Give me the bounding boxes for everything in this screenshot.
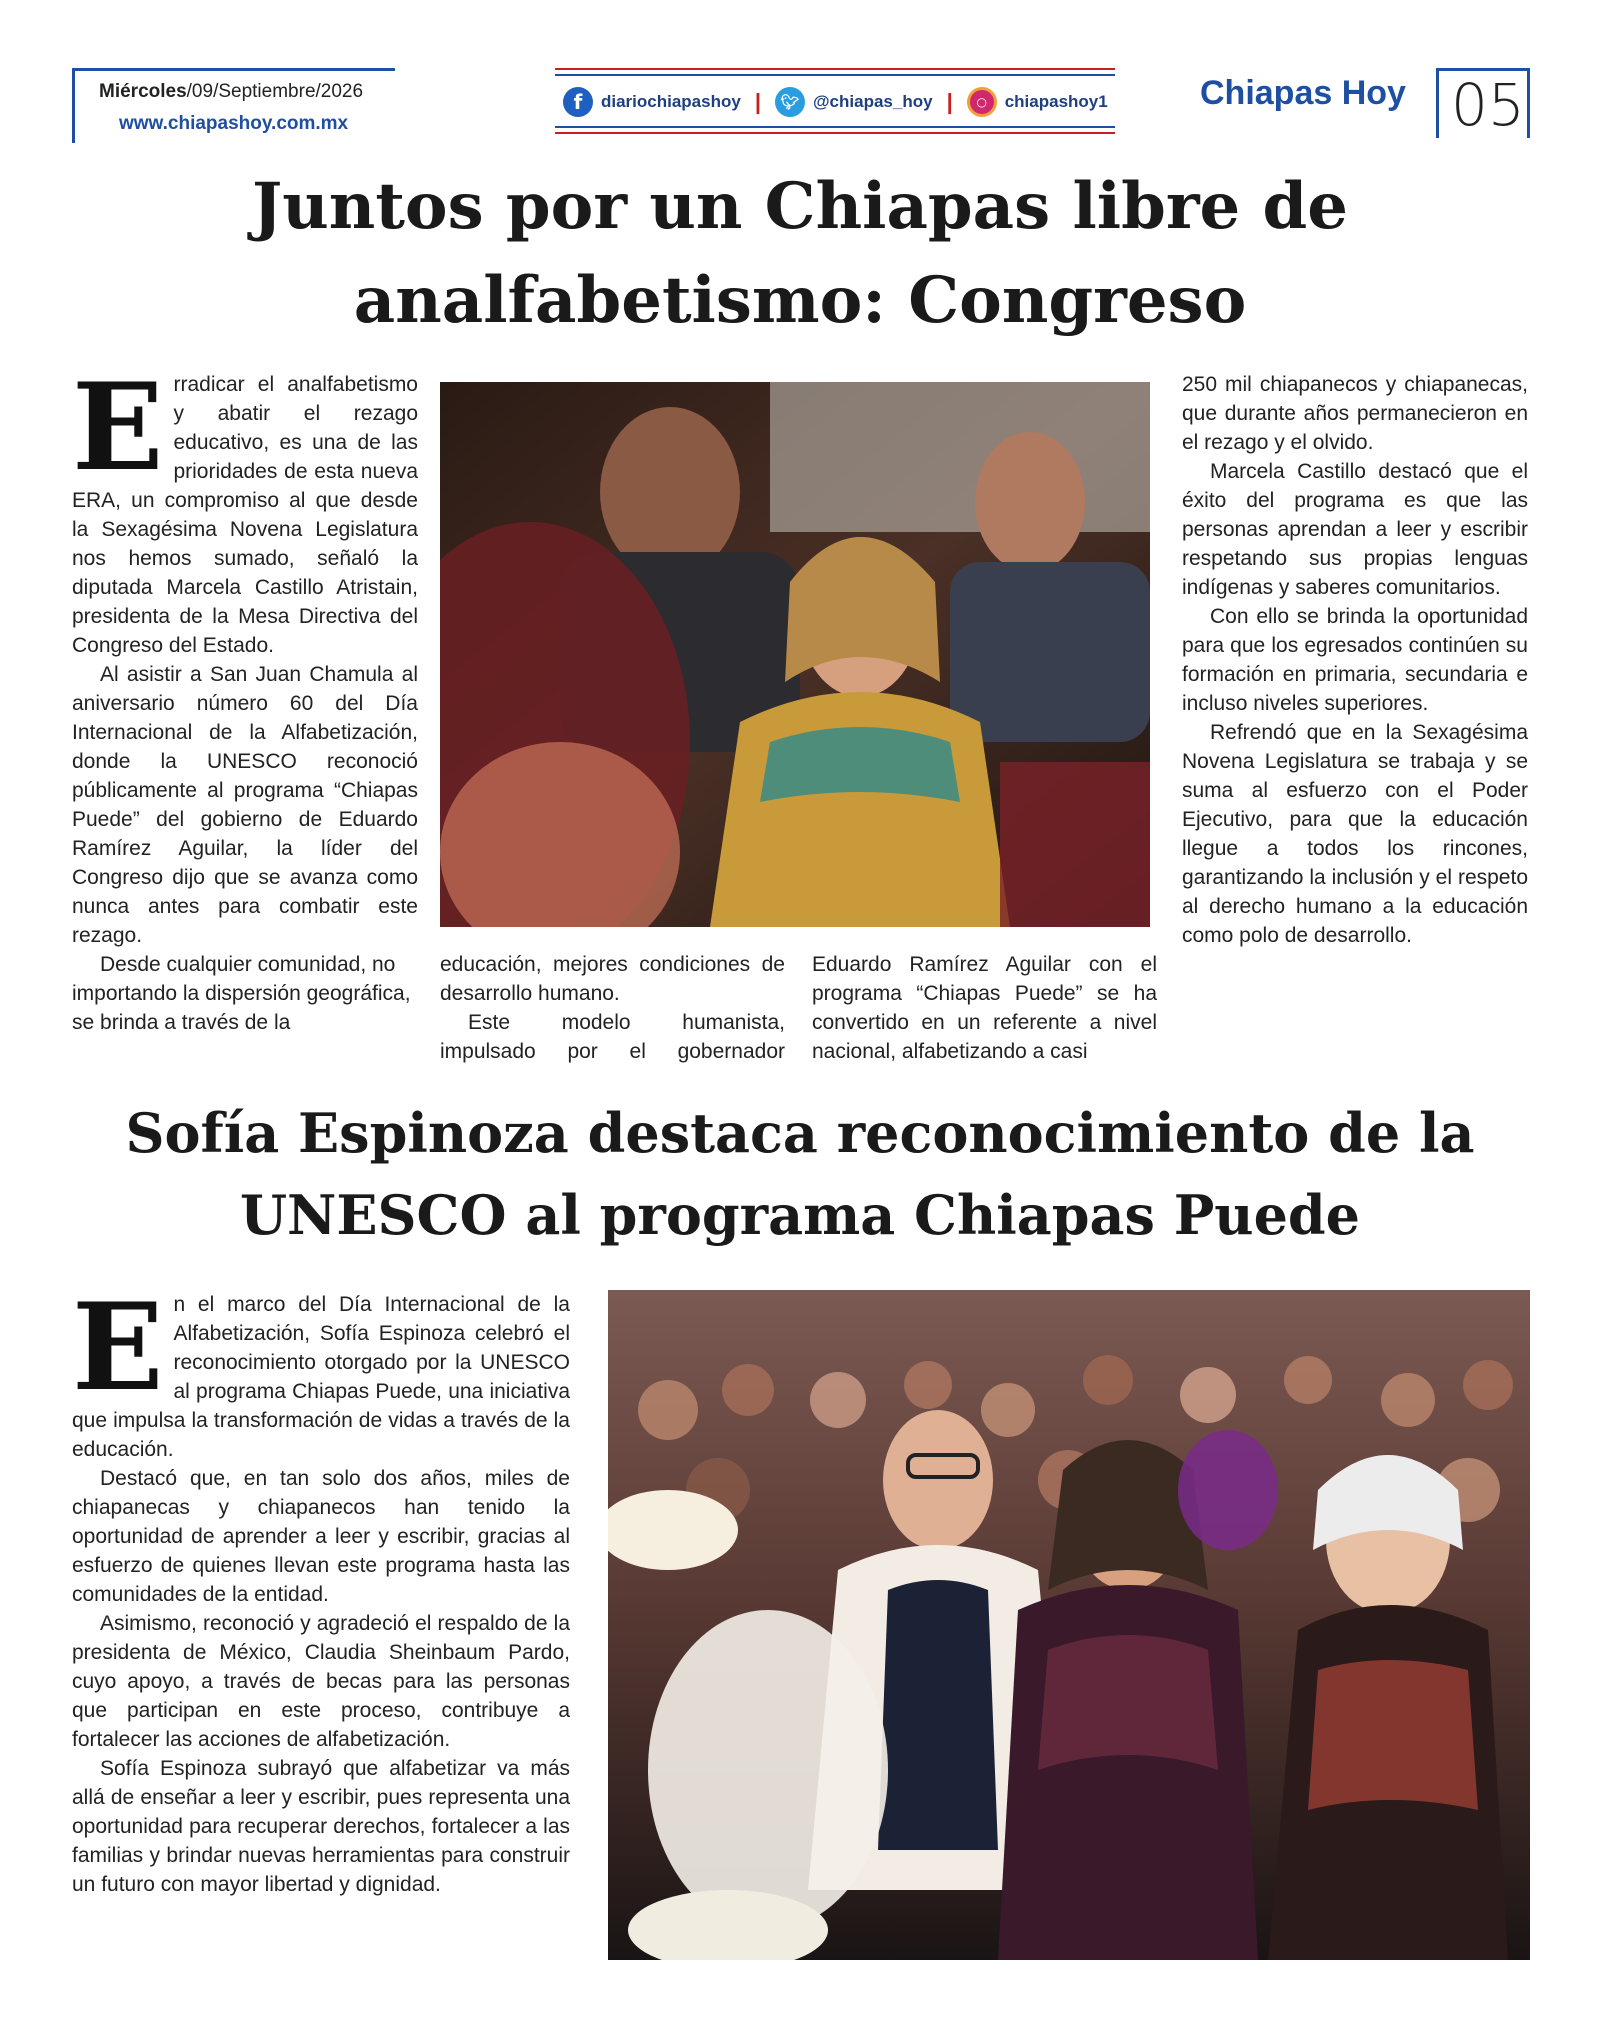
article1-paragraph: Marcela Castillo destacó que el éxito del programa es que las personas aprendan a leer y escribir respetando sus propias lenguas indígenas y saberes comunitarios. (1182, 460, 1528, 599)
instagram-icon[interactable]: ○ (967, 87, 997, 117)
article2-column (72, 1277, 570, 1899)
page-number: 05 (1451, 71, 1525, 139)
legislator-audience-photo (440, 382, 1150, 927)
article2-paragraph: Sofía Espinoza subrayó que alfabetizar va más allá de enseñar a leer y escribir, pues representa una oportunidad para recuperar derechos, fortalecer a las familias y brindar nuevas herramientas para construir un futuro con mayor libertad y dignidad. (72, 1757, 570, 1896)
article1-headline (80, 160, 1520, 348)
article1-paragraph: Este modelo humanista, impulsado por el gobernador (440, 1011, 785, 1063)
header-date-box (72, 68, 395, 143)
article1-column-2 (440, 950, 785, 1066)
article1-headline-line1: Juntos por un Chiapas libre de (251, 169, 1349, 244)
ceremony-audience-photo (608, 1290, 1530, 1960)
bottom-red-rule (555, 132, 1115, 134)
article1-column-4 (1182, 370, 1528, 950)
article1-photo (440, 382, 1150, 927)
article2-paragraph: Asimismo, reconoció y agradeció el respaldo de la presidenta de México, Claudia Sheinbaum Pardo, cuyo apoyo, a través de becas para las personas que participan en este proceso, contribuye a fortalecer las acciones de alfabetización. (72, 1612, 570, 1751)
article1-paragraph: Desde cualquier comunidad, no importando la dispersión geográfica, se brinda a través de la (72, 953, 411, 1034)
separator: | (754, 89, 761, 114)
article2-headline-line1: Sofía Espinoza destaca reconocimiento de la (125, 1101, 1475, 1165)
article1-paragraph: Refrendó que en la Sexagésima Novena Legislatura se trabaja y se suma al esfuerzo con el Poder Ejecutivo, para que la educación llegue a todos los rincones, garantizando la inclusión y el respeto al derecho humano a la educación como polo de desarrollo. (1182, 721, 1528, 947)
top-red-rule (555, 68, 1115, 70)
facebook-handle[interactable]: diariochiapashoy (601, 92, 741, 111)
twitter-handle[interactable]: @chiapas_hoy (812, 92, 933, 111)
top-blue-rule (555, 74, 1115, 76)
article2-paragraph: n el marco del Día Internacional de la Alfabetización, Sofía Espinoza celebró el reconocimiento otorgado por la UNESCO al programa Chiapas Puede, una iniciativa que impulsa la transformación de vidas a través de la educación. (72, 1293, 570, 1461)
article2-headline-line2: UNESCO al programa Chiapas Puede (239, 1183, 1361, 1247)
article2-headline (80, 1092, 1520, 1256)
article1-paragraph: Al asistir a San Juan Chamula al aniversario número 60 del Día Internacional de la Alfabetización, donde la UNESCO reconoció públicamente al programa “Chiapas Puede” del gobierno de Eduardo Ramírez Aguilar, la líder del Congreso dijo que se avanza como nunca antes para combatir este rezago. (72, 663, 418, 947)
article2-paragraph: Destacó que, en tan solo dos años, miles de chiapanecas y chiapanecos han tenido la oportunidad de aprender a leer y escribir, gracias al esfuerzo de quienes llevan este programa hasta las comunidades de la entidad. (72, 1467, 570, 1606)
article1-paragraph: 250 mil chiapanecos y chiapanecas, que durante años permanecieron en el rezago y el olvido. (1182, 373, 1528, 454)
social-media-bar (555, 68, 1115, 134)
twitter-icon[interactable]: 🐦︎ (775, 87, 805, 117)
newspaper-brand: Chiapas Hoy (1200, 74, 1406, 112)
article1-column-3 (812, 950, 1157, 1066)
separator: | (946, 89, 953, 114)
article2-photo (608, 1290, 1530, 1960)
article1-paragraph: educación, mejores condiciones de desarrollo humano. (440, 953, 785, 1005)
article1-paragraph: rradicar el analfabetismo y abatir el rezago educativo, es una de las prioridades de esta nueva ERA, un compromiso al que desde la Sexagésima Novena Legislatura nos hemos sumado, señaló la diputada Marcela Castillo Atristain, presidenta de la Mesa Directiva del Congreso del Estado. (72, 373, 418, 657)
article2-dropcap: E (72, 1277, 164, 1418)
facebook-icon[interactable]: f (563, 87, 593, 117)
bottom-blue-rule (555, 126, 1115, 128)
publication-date: Miércoles/09/Septiembre/2026 (99, 81, 364, 102)
website-link[interactable]: www.chiapashoy.com.mx (119, 113, 349, 134)
article1-column-1 (72, 357, 418, 1037)
article1-paragraph: Con ello se brinda la oportunidad para que los egresados continúen su formación en primaria, secundaria e incluso niveles superiores. (1182, 605, 1528, 715)
page-number-box (1436, 68, 1530, 138)
article1-headline-line2: analfabetismo: Congreso (353, 263, 1247, 338)
article1-paragraph: Eduardo Ramírez Aguilar con el programa “Chiapas Puede” se ha convertido en un referente a nivel nacional, alfabetizando a casi (812, 953, 1157, 1063)
instagram-handle[interactable]: chiapashoy1 (1004, 92, 1108, 111)
article1-dropcap: E (72, 357, 164, 498)
